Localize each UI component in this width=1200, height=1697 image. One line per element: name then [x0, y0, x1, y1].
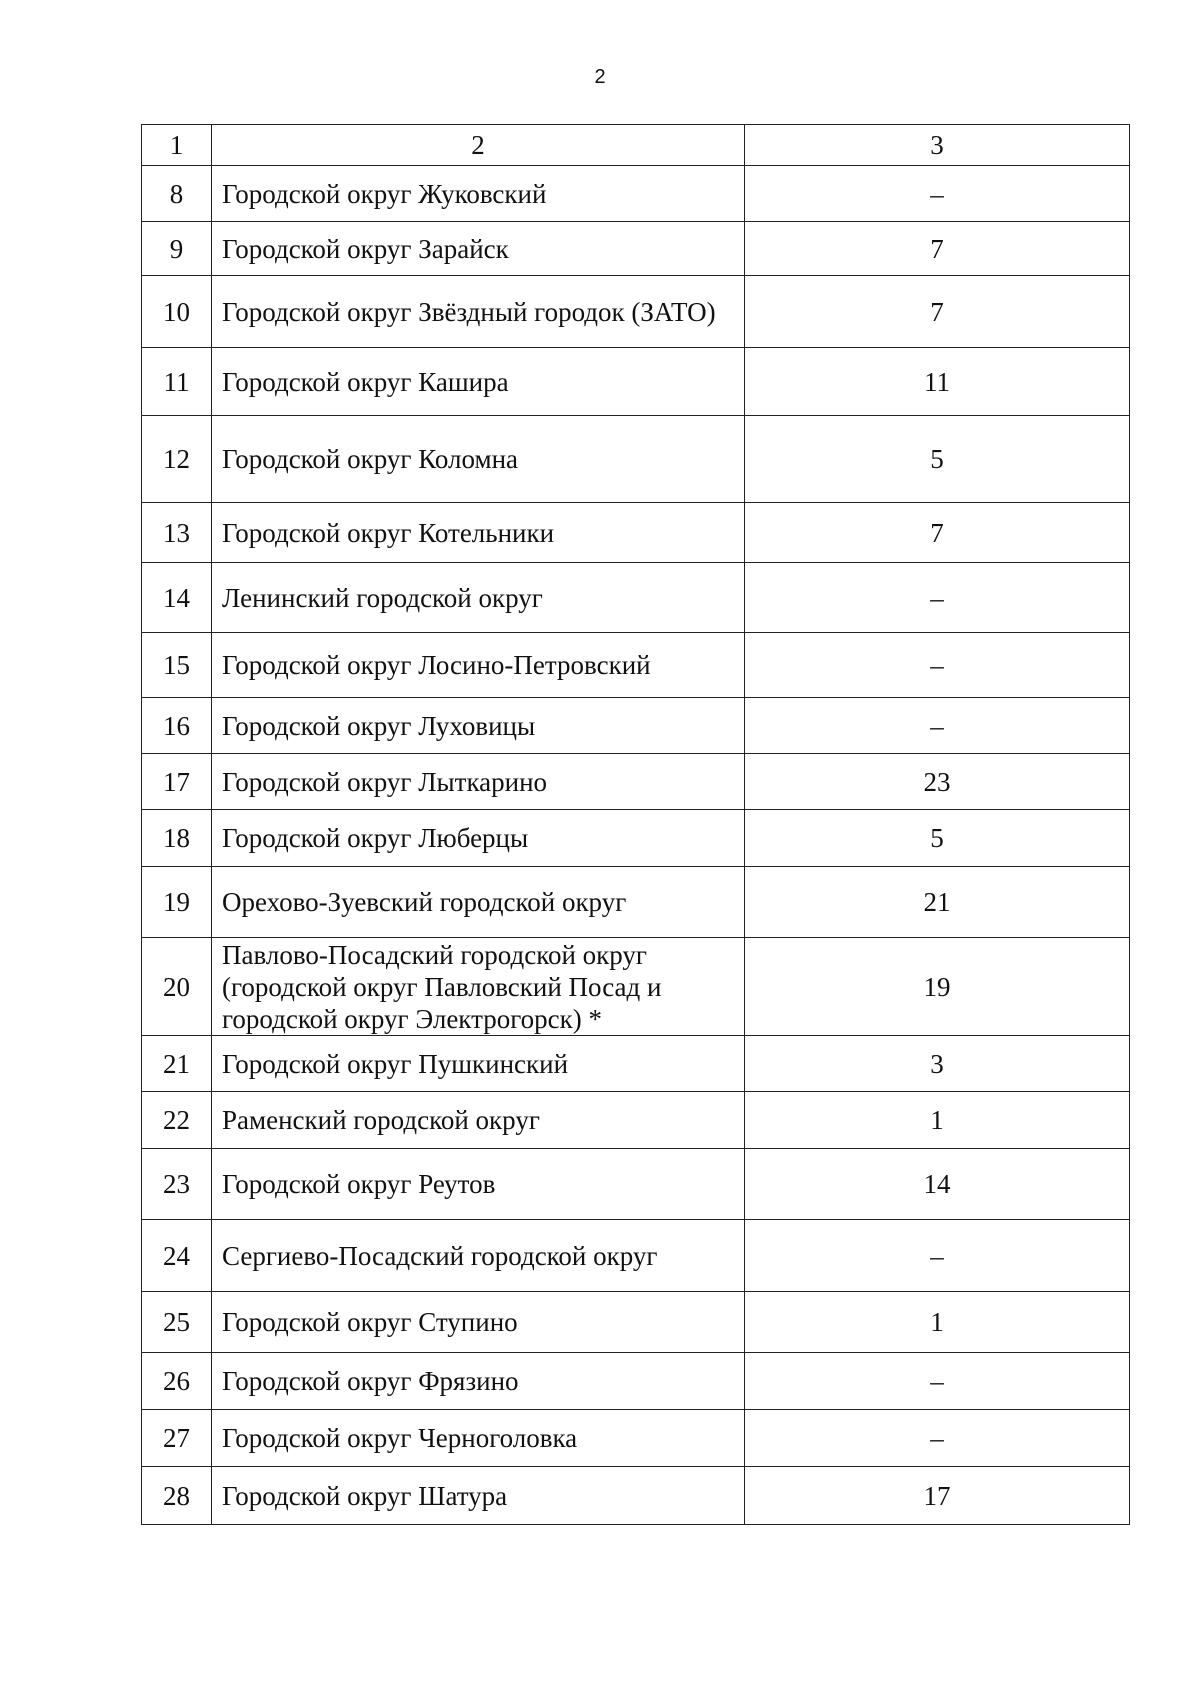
district-name: Городской округ Звёздный городок (ЗАТО): [212, 276, 745, 348]
table-row: [142, 563, 1130, 633]
row-number: 18: [142, 810, 212, 867]
row-number: 10: [142, 276, 212, 348]
row-value: –: [745, 633, 1130, 698]
row-value: 23: [745, 754, 1130, 810]
row-value: 19: [745, 938, 1130, 1036]
row-number: 21: [142, 1036, 212, 1092]
row-value: 11: [745, 348, 1130, 416]
district-name: Городской округ Лосино-Петровский: [212, 633, 745, 698]
table-row: [142, 867, 1130, 938]
row-number: 26: [142, 1353, 212, 1410]
table-row: [142, 810, 1130, 867]
row-value: 3: [745, 1036, 1130, 1092]
district-name: Орехово-Зуевский городской округ: [212, 867, 745, 938]
table-row: [142, 1410, 1130, 1467]
table-row: [142, 698, 1130, 754]
row-value: 1: [745, 1092, 1130, 1149]
table-row: [142, 1353, 1130, 1410]
row-value: 21: [745, 867, 1130, 938]
row-value: –: [745, 698, 1130, 754]
district-name: Городской округ Реутов: [212, 1149, 745, 1220]
district-name: Городской округ Фрязино: [212, 1353, 745, 1410]
row-number: 20: [142, 938, 212, 1036]
row-number: 28: [142, 1467, 212, 1525]
district-name: Городской округ Лыткарино: [212, 754, 745, 810]
row-value: 1: [745, 1292, 1130, 1353]
row-value: 5: [745, 416, 1130, 503]
table-row: [142, 1149, 1130, 1220]
table-row: [142, 633, 1130, 698]
row-value: 7: [745, 222, 1130, 276]
district-name: Сергиево-Посадский городской округ: [212, 1220, 745, 1292]
district-name: Городской округ Кашира: [212, 348, 745, 416]
row-number: 8: [142, 166, 212, 222]
table-row: [142, 1220, 1130, 1292]
row-value: 17: [745, 1467, 1130, 1525]
district-name: Городской округ Жуковский: [212, 166, 745, 222]
district-name: Городской округ Люберцы: [212, 810, 745, 867]
district-name: Городской округ Ступино: [212, 1292, 745, 1353]
table-row: [142, 1292, 1130, 1353]
table-row: [142, 416, 1130, 503]
table-row: [142, 503, 1130, 563]
header-col-2: 2: [212, 125, 745, 166]
row-value: –: [745, 1410, 1130, 1467]
district-name: Городской округ Котельники: [212, 503, 745, 563]
row-number: 19: [142, 867, 212, 938]
row-value: 5: [745, 810, 1130, 867]
row-value: –: [745, 563, 1130, 633]
header-col-1: 1: [142, 125, 212, 166]
table-row: [142, 1036, 1130, 1092]
row-number: 17: [142, 754, 212, 810]
row-value: –: [745, 1353, 1130, 1410]
district-name: Павлово-Посадский городской округ (городской округ Павловский Посад и городской округ Электрогорск) *: [212, 938, 745, 1036]
row-value: 7: [745, 503, 1130, 563]
row-number: 9: [142, 222, 212, 276]
row-number: 14: [142, 563, 212, 633]
district-name: Городской округ Шатура: [212, 1467, 745, 1525]
district-name: Раменский городской округ: [212, 1092, 745, 1149]
table-header-row: [142, 125, 1130, 166]
row-number: 11: [142, 348, 212, 416]
table-row: [142, 1467, 1130, 1525]
district-name: Городской округ Зарайск: [212, 222, 745, 276]
district-name: Ленинский городской округ: [212, 563, 745, 633]
row-number: 25: [142, 1292, 212, 1353]
row-number: 12: [142, 416, 212, 503]
table-row: [142, 1092, 1130, 1149]
district-name: Городской округ Пушкинский: [212, 1036, 745, 1092]
header-col-3: 3: [745, 125, 1130, 166]
row-number: 22: [142, 1092, 212, 1149]
row-number: 23: [142, 1149, 212, 1220]
table-row: [142, 276, 1130, 348]
district-name: Городской округ Коломна: [212, 416, 745, 503]
row-value: 7: [745, 276, 1130, 348]
row-value: –: [745, 1220, 1130, 1292]
district-name: Городской округ Черноголовка: [212, 1410, 745, 1467]
table-row: [142, 222, 1130, 276]
row-number: 27: [142, 1410, 212, 1467]
row-number: 16: [142, 698, 212, 754]
page-number: 2: [594, 66, 606, 88]
district-name: Городской округ Луховицы: [212, 698, 745, 754]
row-value: 14: [745, 1149, 1130, 1220]
row-number: 13: [142, 503, 212, 563]
row-value: –: [745, 166, 1130, 222]
row-number: 24: [142, 1220, 212, 1292]
table-row: [142, 938, 1130, 1036]
districts-table: [141, 124, 1130, 1525]
row-number: 15: [142, 633, 212, 698]
table-row: [142, 166, 1130, 222]
table-row: [142, 754, 1130, 810]
table-row: [142, 348, 1130, 416]
